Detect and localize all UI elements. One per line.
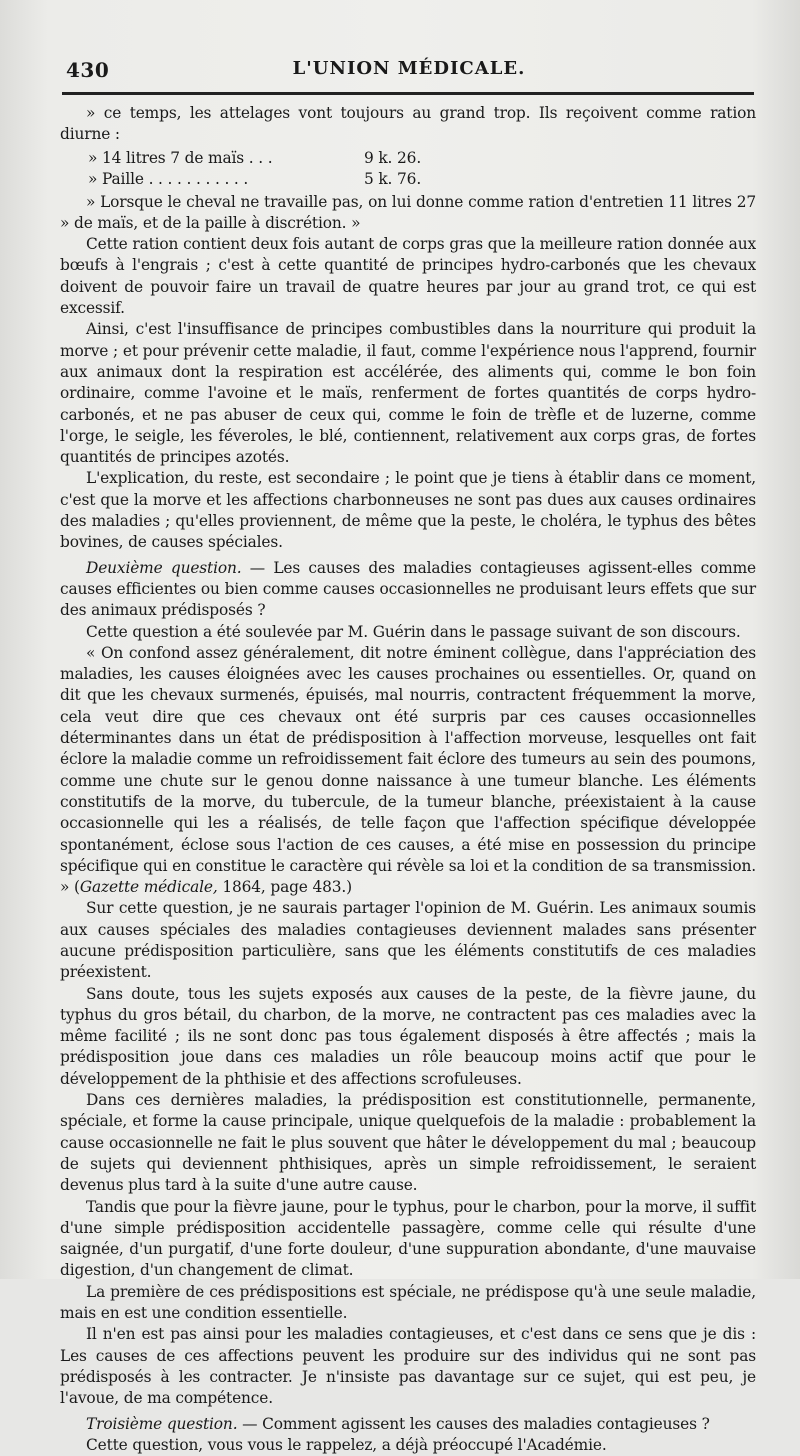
paragraph: Cette question a été soulevée par M. Guérin dans le passage suivant de son discours.: [86, 622, 741, 641]
paragraph: [60, 558, 756, 622]
ration-row: [60, 148, 756, 169]
ration-item: » 14 litres 7 de maïs . . .: [88, 148, 273, 167]
body-text: [60, 103, 756, 1456]
ration-qty: 5 k. 76.: [364, 169, 422, 188]
question-text: — Comment agissent les causes des maladies contagieuses ?: [237, 1414, 710, 1433]
paragraph: Ainsi, c'est l'insuffisance de principes combustibles dans la nourriture qui produit la morve ; et pour prévenir cette maladie, il faut, comme l'expérience nous l'apprend, fournir aux animaux dont la respiration est accélérée, des aliments qui, comme le bon foin ordinaire, comme l'avoine et le maïs, renferment de fortes quantités de corps hydro-carbonés, et ne pas abuser de ceux qui, comme le foin de trèfle et de luzerne, comme l'orge, le seigle, les féveroles, le blé, contiennent, relativement aux corps gras, de fortes quantités de principes azotés.: [60, 320, 756, 467]
ration-qty: 9 k. 26.: [364, 148, 422, 167]
paragraph: L'explication, du reste, est secondaire ; le point que je tiens à établir dans ce moment, c'est que la morve et les affections charbonneuses ne sont pas dues aux causes ordinaires des maladies ; qu'elles proviennent, de même que la peste, le choléra, le typhus des bêtes bovines, de causes spéciales.: [60, 469, 756, 552]
ration-item: » Paille . . . . . . . . . . .: [88, 169, 249, 188]
question-label: Troisième question.: [86, 1414, 238, 1433]
paragraph: Sur cette question, je ne saurais partager l'opinion de M. Guérin. Les animaux soumis aux causes spéciales des maladies contagieuses deviennent malades sans présenter aucune prédisposition particulière, sans que les éléments constitutifs de ces maladies préexistent.: [60, 899, 756, 982]
paragraph: » Lorsque le cheval ne travaille pas, on lui donne comme ration d'entretien 11 litres 27 » de maïs, et de la paille à discrétion. »: [60, 192, 756, 232]
citation-end: 1864, page 483.): [217, 878, 353, 897]
citation-journal: Gazette médicale,: [79, 878, 218, 897]
header-rule: [62, 92, 754, 95]
paragraph: Cette question, vous vous le rappelez, a déjà préoccupé l'Académie.: [86, 1435, 607, 1454]
paragraph: La première de ces prédispositions est spéciale, ne prédispose qu'à une seule maladie, mais en est une condition essentielle.: [60, 1282, 756, 1323]
page-header: [66, 56, 752, 86]
paragraph: [60, 643, 756, 899]
question-text: — Les causes des maladies contagieuses agissent-elles comme causes efficientes ou bien comme causes occasionnelles ne produisant leurs effets que sur des animaux prédisposés ?: [60, 558, 756, 620]
paragraph: [60, 1414, 756, 1435]
paragraph: » ce temps, les attelages vont toujours au grand trop. Ils reçoivent comme ration diurne :: [60, 104, 756, 144]
paragraph: Sans doute, tous les sujets exposés aux causes de la peste, de la fièvre jaune, du typhus du gros bétail, du charbon, de la morve, ne contractent pas ces maladies avec la même facilité ; ils ne sont donc pas tous également disposés à être affectés ; mais la prédisposition joue dans ces maladies un rôle beaucoup moins actif que pour le développement de la phthisie et des affections scrofuleuses.: [60, 984, 756, 1088]
question-label: Deuxième question.: [86, 558, 242, 577]
paragraph: Tandis que pour la fièvre jaune, pour le typhus, pour le charbon, pour la morve, il suffit d'une simple prédisposition accidentelle passagère, comme celle qui résulte d'une saignée, d'un purgatif, d'une forte douleur, d'une suppuration abondante, d'une mauvaise digestion, d'un changement de climat.: [60, 1197, 756, 1280]
paragraph: Il n'en est pas ainsi pour les maladies contagieuses, et c'est dans ce sens que je dis : Les causes de ces affections peuvent les produire sur des individus qui ne sont pas prédisposés à les contracter. Je n'insiste pas davantage sur ce sujet, qui est peu, je l'avoue, de ma compétence.: [60, 1325, 756, 1408]
ration-row: [60, 169, 756, 190]
quotation: « On confond assez généralement, dit notre éminent collègue, dans l'appréciation des maladies, les causes éloignées avec les causes prochaines ou essentielles. Or, quand on dit que les chevaux surmenés, épuisés, mal nourris, contractent fréquemment la morve, cela veut dire que ces chevaux ont été surpris par ces causes occasionnelles déterminantes dans un état de prédisposition à l'affection morveuse, lesquelles ont fait éclore la maladie comme un refroidissement fait éclore des tumeurs au sein des poumons, comme une chute sur le genou donne naissance à une tumeur blanche. Les éléments constitutifs de la morve, du tubercule, de la tumeur blanche, préexistaient à la cause occasionnelle qui les a réalisés, de telle façon que l'affection spécifique développée spontanément, éclose sous l'action de ces causes, a été mise en possession du principe spécifique qui en constitue le caractère qui révèle sa loi et la condition de sa transmission. » (: [60, 643, 756, 897]
running-title: L'UNION MÉDICALE.: [292, 58, 526, 79]
paragraph: Cette ration contient deux fois autant de corps gras que la meilleure ration donnée aux bœufs à l'engrais ; c'est à cette quantité de principes hydro-carbonés que les chevaux doivent de pouvoir faire un travail de quatre heures par jour au grand trot, ce qui est excessif.: [60, 235, 756, 318]
ration-table: [60, 148, 756, 190]
paragraph: Dans ces dernières maladies, la prédisposition est constitutionnelle, permanente, spéciale, et forme la cause principale, unique quelquefois de la maladie : probablement la cause occasionnelle ne fait le plus souvent que hâter le développement du mal ; beaucoup de sujets qui deviennent phthisiques, après un simple refroidissement, le seraient devenus plus tard à la suite d'une autre cause.: [60, 1091, 756, 1195]
page-number: 430: [66, 58, 110, 82]
